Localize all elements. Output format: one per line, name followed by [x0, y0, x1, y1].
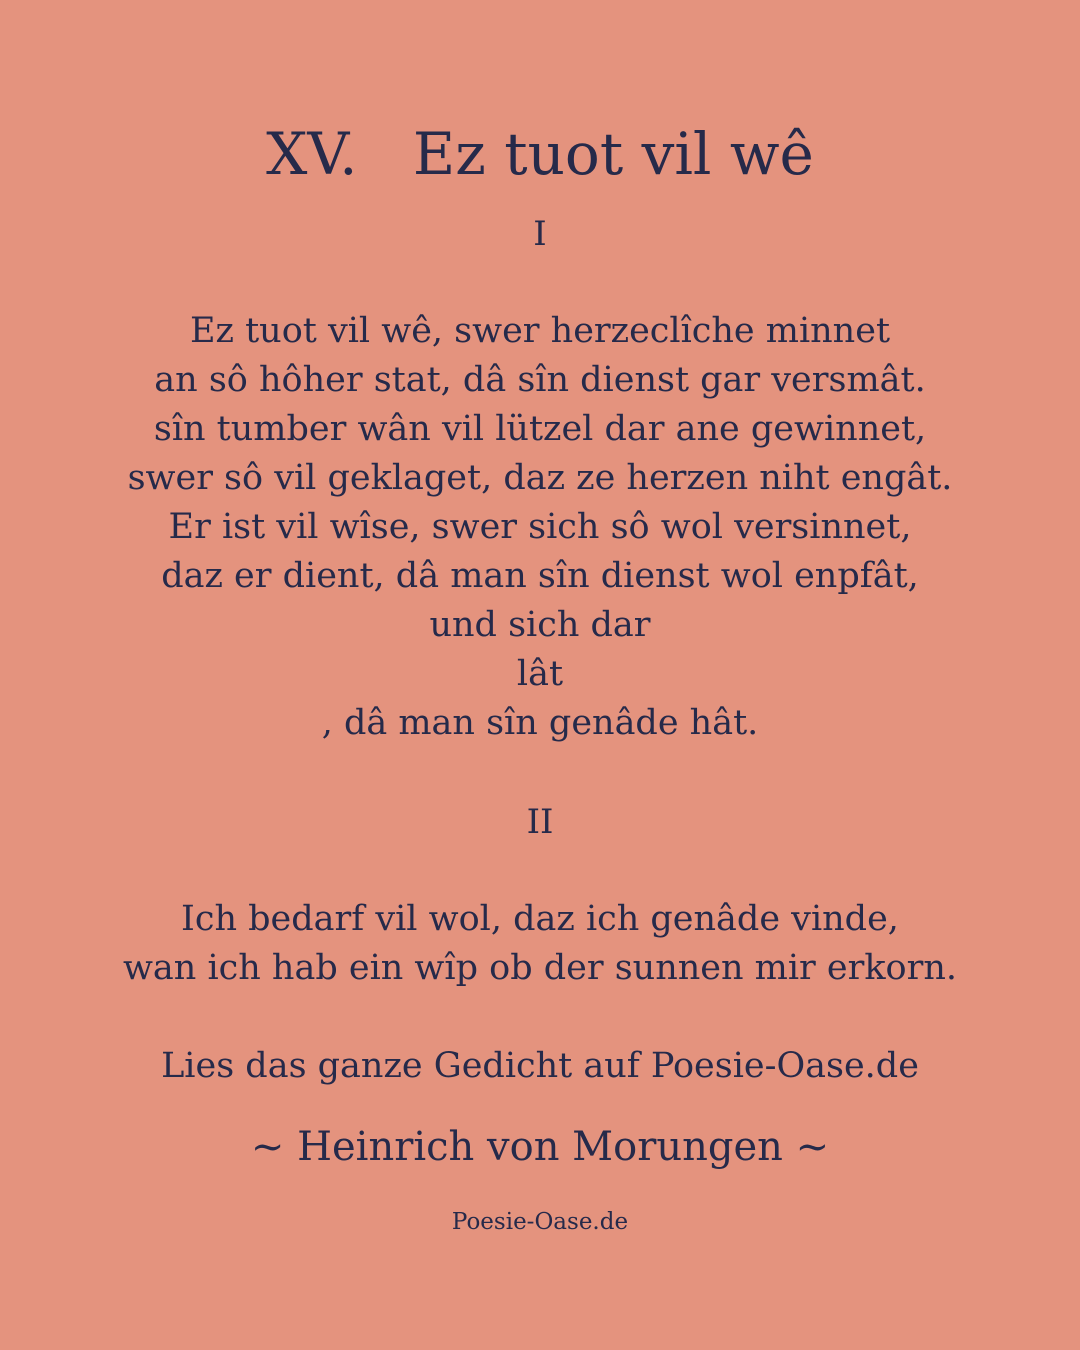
stanza-1: [0, 307, 1080, 748]
poem-line: wan ich hab ein wîp ob der sunnen mir erkorn.: [122, 948, 958, 988]
poem-line: und sich dar: [429, 605, 651, 645]
poem-line: swer sô vil geklaget, daz ze herzen niht engât.: [127, 458, 953, 498]
poem-title: XV. Ez tuot vil wê: [266, 120, 814, 188]
site-footer: Poesie-Oase.de: [451, 1209, 629, 1235]
poem-line: lât: [516, 654, 564, 694]
poem-line: , dâ man sîn genâde hât.: [321, 703, 759, 743]
poem-line: daz er dient, dâ man sîn dienst wol enpfât,: [161, 556, 919, 596]
read-more-text: Lies das ganze Gedicht auf Poesie-Oase.de: [161, 1046, 919, 1086]
poem-line: Ez tuot vil wê, swer herzeclîche minnet: [189, 311, 891, 351]
poem-line: sîn tumber wân vil lützel dar ane gewinnet,: [153, 409, 927, 449]
poem-line: an sô hôher stat, dâ sîn dienst gar versmât.: [154, 360, 926, 400]
stanza-number-1: I: [533, 214, 547, 254]
poem-line: Er ist vil wîse, swer sich sô wol versinnet,: [168, 507, 912, 547]
stanza-2: [0, 895, 1080, 993]
author-name: ~ Heinrich von Morungen ~: [250, 1124, 830, 1170]
stanza-number-2: II: [526, 802, 554, 842]
poem-line: Ich bedarf vil wol, daz ich genâde vinde,: [181, 899, 899, 939]
